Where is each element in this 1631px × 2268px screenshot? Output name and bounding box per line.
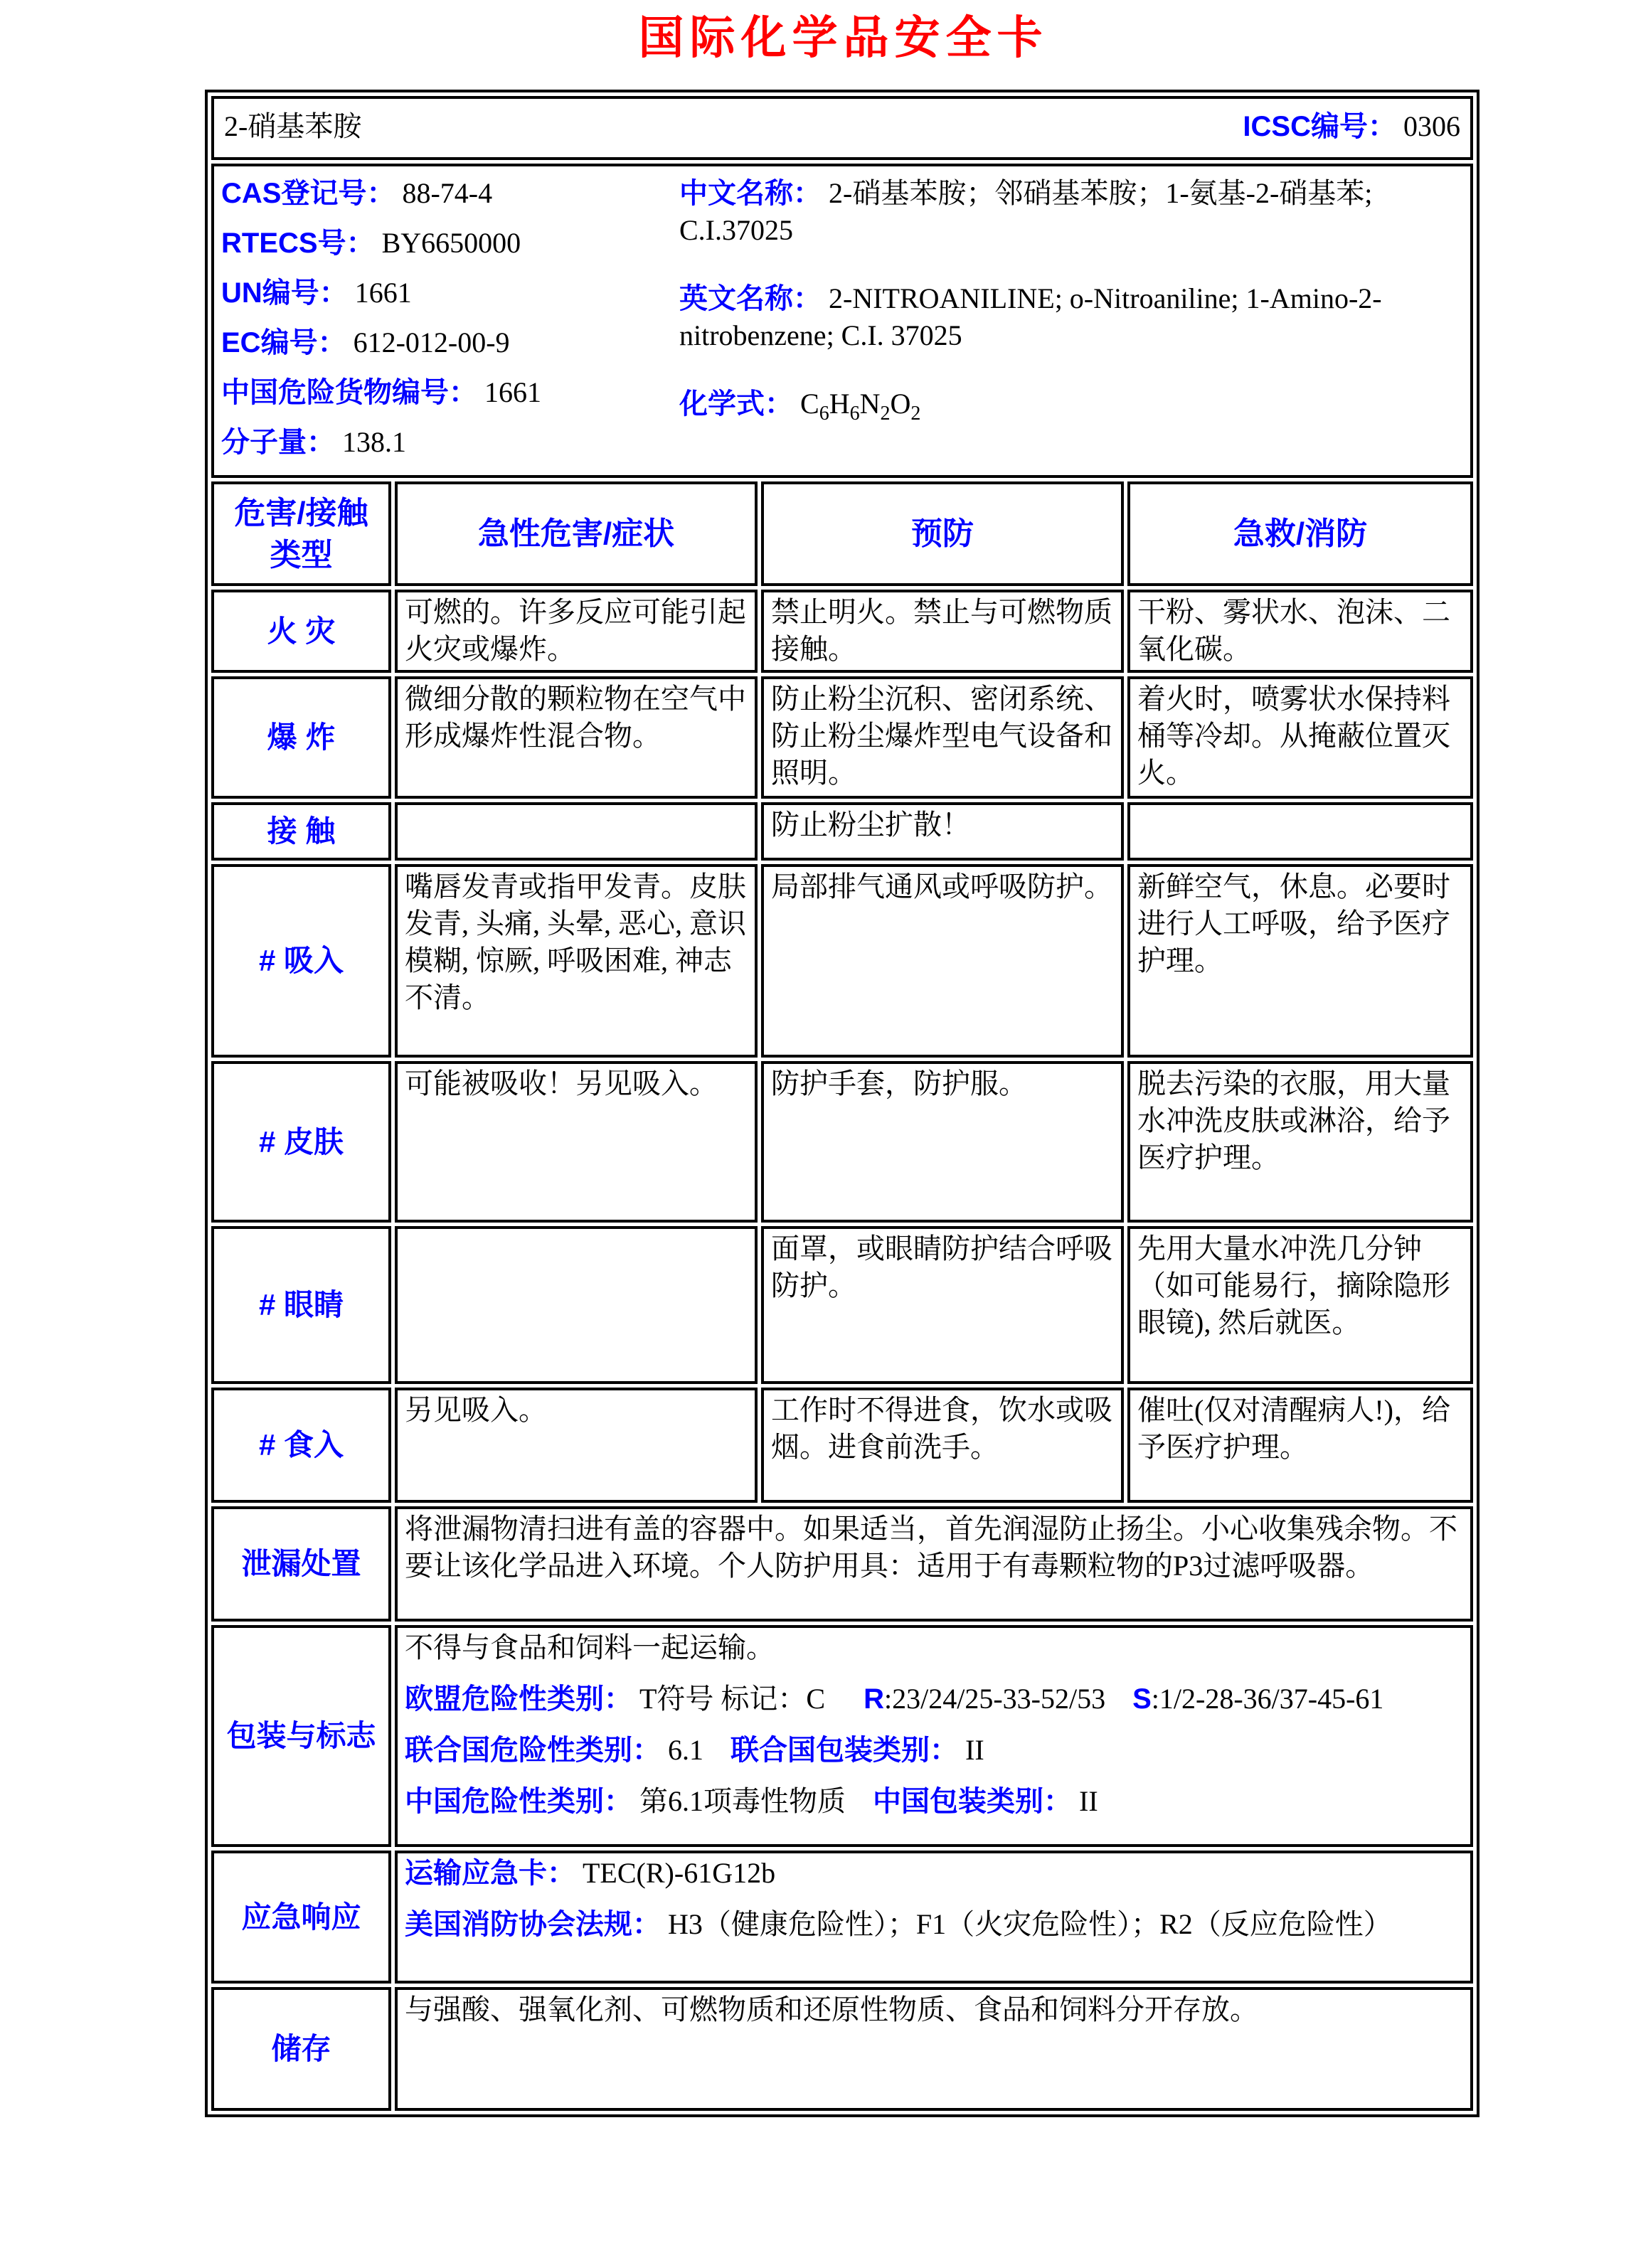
eu-class-label: 欧盟危险性类别：: [405, 1683, 632, 1715]
hazard-row-fire: [211, 590, 1473, 673]
storage-label: 储存: [211, 1987, 391, 2111]
hazard-symptoms-cell: 可燃的。许多反应可能引起火灾或爆炸。: [395, 590, 758, 673]
hazard-type-header: 危害/接触类型: [211, 481, 391, 586]
hazard-row-eyes: [211, 1226, 1473, 1384]
nfpa-value: H3（健康危险性）；F1（火灾危险性）；R2（反应危险性）: [668, 1908, 1392, 1941]
hazard-prevention-cell: 工作时不得进食，饮水或吸烟。进食前洗手。: [761, 1388, 1124, 1503]
hazard-symptoms-cell: [395, 1226, 758, 1384]
hazard-prevention-cell: 防护手套，防护服。: [761, 1061, 1124, 1223]
spill-label: 泄漏处置: [211, 1506, 391, 1622]
cas-number-line: [221, 175, 676, 212]
packaging-content: [395, 1625, 1473, 1847]
ec-number-value: 612-012-00-9: [353, 326, 510, 359]
hazard-header-row: [211, 481, 1473, 586]
hazard-row-contact: [211, 802, 1473, 861]
packaging-row: [211, 1625, 1473, 1847]
china-dg-number-value: 1661: [484, 376, 541, 409]
china-classification-line: [405, 1783, 1463, 1820]
cas-number-label: CAS登记号：: [221, 178, 395, 210]
hazard-prevention-cell: 防止粉尘沉积、密闭系统、防止粉尘爆炸型电气设备和照明。: [761, 676, 1124, 799]
spill-text: 将泄漏物清扫进有盖的容器中。如果适当，首先润湿防止扬尘。小心收集残余物。不要让该化学品进入环境。个人防护用具：适用于有毒颗粒物的P3过滤呼吸器。: [395, 1506, 1473, 1622]
eu-class-value: T符号 标记：C: [639, 1683, 826, 1715]
hazard-response-cell: 催吐(仅对清醒病人!)，给予医疗护理。: [1127, 1388, 1473, 1503]
name-cell: [211, 96, 1473, 160]
hazard-symptoms-cell: 微细分散的颗粒物在空气中形成爆炸性混合物。: [395, 676, 758, 799]
eu-classification-line: [405, 1681, 1463, 1718]
emergency-content: [395, 1851, 1473, 1984]
tec-card-value: TEC(R)-61G12b: [583, 1857, 776, 1890]
english-name-label: 英文名称：: [679, 283, 822, 315]
un-pack-group-label: 联合国包装类别：: [731, 1735, 958, 1767]
info-cell: [211, 164, 1473, 478]
ec-number-line: [221, 324, 676, 361]
hazard-symptoms-cell: 可能被吸收！另见吸入。: [395, 1061, 758, 1223]
china-hazard-class-label: 中国危险性类别：: [405, 1786, 632, 1818]
response-header: 急救/消防: [1127, 481, 1473, 586]
icsc-number-value: 0306: [1403, 110, 1460, 143]
r-phrases-label: R: [864, 1683, 885, 1715]
china-pack-group-label: 中国包装类别：: [873, 1786, 1072, 1818]
tec-card-label: 运输应急卡：: [405, 1858, 575, 1890]
english-name-value: 2-NITROANILINE; o-Nitroaniline; 1-Amino-2-nitrobenzene; C.I. 37025: [679, 282, 1382, 352]
hazard-prevention-cell: 面罩，或眼睛防护结合呼吸防护。: [761, 1226, 1124, 1384]
storage-text: 与强酸、强氧化剂、可燃物质和还原性物质、食品和饲料分开存放。: [395, 1987, 1473, 2111]
emergency-row: [211, 1851, 1473, 1984]
identifier-list: [221, 175, 676, 474]
un-classification-line: [405, 1732, 1463, 1769]
chemical-name: 2-硝基苯胺: [224, 110, 362, 143]
tec-card-line: [405, 1855, 1463, 1892]
un-hazard-class-value: 6.1: [668, 1734, 703, 1767]
rtecs-number-label: RTECS号：: [221, 228, 375, 260]
hazard-row-inhalation: [211, 864, 1473, 1058]
nfpa-line: [405, 1906, 1463, 1943]
hazard-response-cell: [1127, 802, 1473, 861]
formula-line: [679, 385, 1463, 427]
hazard-response-cell: 先用大量水冲洗几分钟（如可能易行，摘除隐形眼镜), 然后就医。: [1127, 1226, 1473, 1384]
cas-number-value: 88-74-4: [402, 177, 493, 210]
molecular-weight-value: 138.1: [342, 426, 406, 459]
hazard-prevention-cell: 禁止明火。禁止与可燃物质接触。: [761, 590, 1124, 673]
hazard-row-ingestion: [211, 1388, 1473, 1503]
formula-value: $C_6H_6N_2O_2$: [800, 388, 921, 425]
icsc-table: [205, 90, 1479, 2117]
hazard-response-cell: 新鲜空气，休息。必要时进行人工呼吸，给予医疗护理。: [1127, 864, 1473, 1058]
s-phrases-value: :1/2-28-36/37-45-61: [1151, 1683, 1384, 1715]
un-number-line: [221, 275, 676, 312]
info-row: [211, 164, 1473, 478]
page-title: 国际化学品安全卡: [638, 12, 1048, 63]
molecular-weight-line: [221, 424, 676, 461]
ec-number-label: EC编号：: [221, 327, 346, 359]
nfpa-label: 美国消防协会法规：: [405, 1909, 661, 1941]
r-phrases-value: :23/24/25-33-52/53: [884, 1683, 1106, 1715]
hazard-prevention-cell: 防止粉尘扩散！: [761, 802, 1124, 861]
chinese-name-line: [679, 175, 1463, 249]
rtecs-number-line: [221, 225, 676, 262]
name-row: [211, 96, 1473, 160]
hazard-type-label: 爆 炸: [211, 676, 391, 799]
hazard-type-label: # 皮肤: [211, 1061, 391, 1223]
emergency-label: 应急响应: [211, 1851, 391, 1984]
hazard-type-label: # 食入: [211, 1388, 391, 1503]
china-pack-group-value: II: [1079, 1785, 1098, 1818]
molecular-weight-label: 分子量：: [221, 427, 335, 459]
spill-row: [211, 1506, 1473, 1622]
hazard-type-label: # 吸入: [211, 864, 391, 1058]
china-hazard-class-value: 第6.1项毒性物质: [639, 1785, 846, 1818]
transport-restriction-line: 不得与食品和饲料一起运输。: [405, 1631, 775, 1664]
hazard-response-cell: 脱去污染的衣服，用大量水冲洗皮肤或淋浴，给予医疗护理。: [1127, 1061, 1473, 1223]
english-name-line: [679, 280, 1463, 354]
hazard-type-label: 接 触: [211, 802, 391, 861]
packaging-label: 包装与标志: [211, 1625, 391, 1847]
un-number-label: UN编号：: [221, 277, 348, 309]
hazard-row-explosion: [211, 676, 1473, 799]
un-hazard-class-label: 联合国危险性类别：: [405, 1735, 661, 1767]
prevention-header: 预防: [761, 481, 1124, 586]
un-pack-group-value: II: [965, 1734, 984, 1767]
hazard-type-label: # 眼睛: [211, 1226, 391, 1384]
chinese-name-value: 2-硝基苯胺；邻硝基苯胺；1-氨基-2-硝基苯; C.I.37025: [679, 177, 1373, 247]
icsc-number-label: ICSC编号：: [1243, 111, 1396, 143]
symptoms-header: 急性危害/症状: [395, 481, 758, 586]
hazard-symptoms-cell: 嘴唇发青或指甲发青。皮肤发青, 头痛, 头晕, 恶心, 意识模糊, 惊厥, 呼吸困难, 神志不清。: [395, 864, 758, 1058]
hazard-type-label: 火 灾: [211, 590, 391, 673]
china-dg-number-label: 中国危险货物编号：: [221, 377, 477, 409]
names-block: [676, 175, 1463, 474]
hazard-response-cell: 着火时，喷雾状水保持料桶等冷却。从掩蔽位置灭火。: [1127, 676, 1473, 799]
storage-row: [211, 1987, 1473, 2111]
hazard-response-cell: 干粉、雾状水、泡沫、二氧化碳。: [1127, 590, 1473, 673]
formula-label: 化学式：: [679, 388, 793, 420]
hazard-symptoms-cell: [395, 802, 758, 861]
chinese-name-label: 中文名称：: [679, 178, 822, 210]
hazard-prevention-cell: 局部排气通风或呼吸防护。: [761, 864, 1124, 1058]
rtecs-number-value: BY6650000: [381, 227, 521, 260]
hazard-symptoms-cell: 另见吸入。: [395, 1388, 758, 1503]
s-phrases-label: S: [1132, 1683, 1152, 1715]
china-dg-number-line: [221, 374, 676, 411]
un-number-value: 1661: [354, 277, 412, 309]
hazard-row-skin: [211, 1061, 1473, 1223]
